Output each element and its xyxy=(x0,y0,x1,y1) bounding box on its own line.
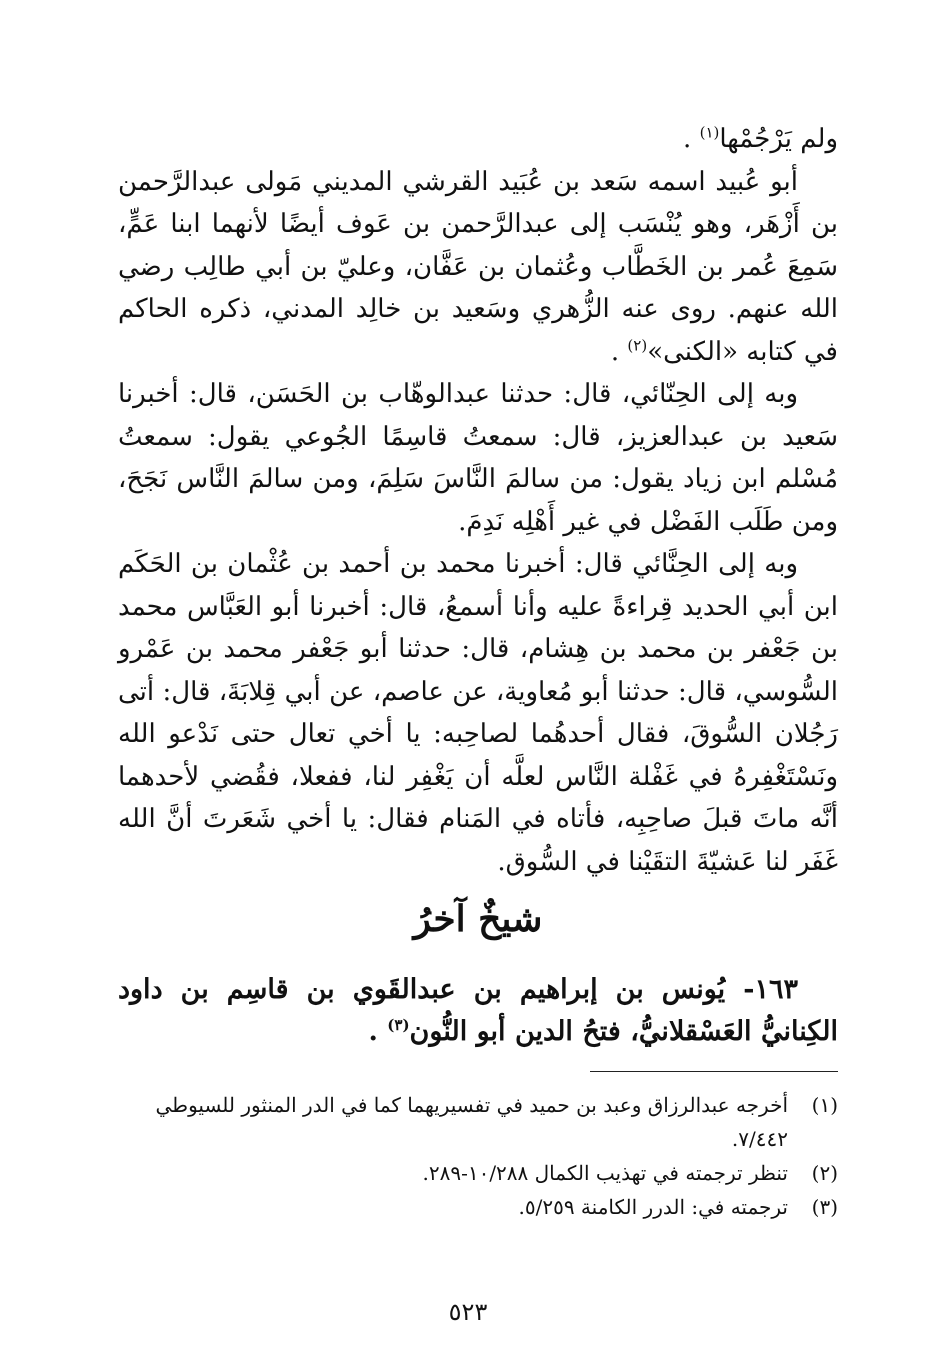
paragraph-1-text: أبو عُبيد اسمه سَعد بن عُبَيد القرشي المديني مَولى عبدالرَّحمن بن أَزْهَر، وهو يُنْسَب إلى عبدالرَّحمن بن عَوف أيضًا لأنهما ابنا عَمٍّ، سَمِعَ عُمر بن الخَطَّاب وعُثمان بن عَفَّان، وعليّ بن أبي طالِب رضي الله عنهم. روى عنه الزُّهري وسَعيد بن خالِد المدني، ذكره الحاكم في كتابه «الكنى» xyxy=(118,166,838,367)
paragraph-3: وبه إلى الحِنَّائي قال: أخبرنا محمد بن أحمد بن عُثْمان بن الحَكَم ابن أبي الحديد قِراءةً عليه وأنا أسمعُ، قال: أخبرنا أبو العَبَّاس محمد بن جَعْفر بن محمد بن هِشام، قال: حدثنا أبو جَعْفر محمد بن عَمْرو السُّوسي، قال: حدثنا أبو مُعاوية، عن عاصم، عن أبي قِلابَةَ، قال: أتى رَجُلان السُّوقَ، فقال أحدهُما لصاحِبه: يا أخي تعال حتى نَدْعو الله ونَسْتَغْفِرهُ في غَفْلة النَّاس لعلَّه أن يَغْفِر لنا، ففعلا، فقُضي لأحدهما أنَّه ماتَ قبلَ صاحِبِه، فأتاه في المَنام فقال: يا أخي شَعَرتَ أنَّ الله غَفَر لنا عَشيّةَ التقَيْنا في السُّوق. xyxy=(118,549,838,877)
footnote-2 xyxy=(118,1156,838,1190)
entry-text: ١٦٣- يُونس بن إبراهيم بن عبدالقَوي بن قاسِم بن داود الكِنانيُّ العَسْقلانيُّ، فتحُ الدين أبو النُّون xyxy=(118,974,838,1047)
entry-end: . xyxy=(368,1016,378,1047)
footnote-1 xyxy=(118,1088,838,1156)
biography-entry xyxy=(118,969,838,1053)
footnote-divider xyxy=(590,1071,838,1072)
footnote-number: (٣) xyxy=(811,1195,838,1219)
footnotes xyxy=(118,1088,838,1224)
footnote-text: تنظر ترجمته في تهذيب الكمال ١٠/٢٨٨-٢٨٩. xyxy=(422,1161,788,1185)
footnote-ref-1: (١) xyxy=(699,123,720,142)
paragraph-2: وبه إلى الحِنّائي، قال: حدثنا عبدالوهّاب بن الحَسَن، قال: أخبرنا سَعيد بن عبدالعزيز، قال: سمعتُ قاسِمًا الجُوعي يقول: سمعتُ مُسْلم ابن زياد يقول: من سالمَ النَّاسَ سَلِمَ، ومن سالمَ النَّاس نَجَحَ، ومن طَلَب الفَضْل في غير أَهْلِه نَدِمَ. xyxy=(118,379,838,537)
footnote-ref-2: (٢) xyxy=(627,335,648,354)
footnote-number: (١) xyxy=(811,1093,838,1117)
paragraph-1-end: . xyxy=(610,336,620,367)
main-text xyxy=(118,118,838,1053)
paragraph-0 xyxy=(118,118,838,161)
footnote-text: أخرجه عبدالرزاق وعبد بن حميد في تفسيريهما كما في الدر المنثور للسيوطي ٧/٤٤٢. xyxy=(155,1093,788,1151)
page-number: ٥٢٣ xyxy=(448,1298,488,1326)
paragraph-1 xyxy=(118,161,838,374)
paragraph-0-end: . xyxy=(683,124,692,154)
footnote-ref-3: (٣) xyxy=(387,1016,410,1034)
paragraph-0-text: ولم يَرْجُمْها xyxy=(719,124,838,154)
section-heading: شيخٌ آخرُ xyxy=(413,898,543,940)
footnote-3 xyxy=(118,1190,838,1224)
footnote-number: (٢) xyxy=(811,1161,838,1185)
footnote-text: ترجمته في: الدرر الكامنة ٥/٢٥٩. xyxy=(518,1195,788,1219)
